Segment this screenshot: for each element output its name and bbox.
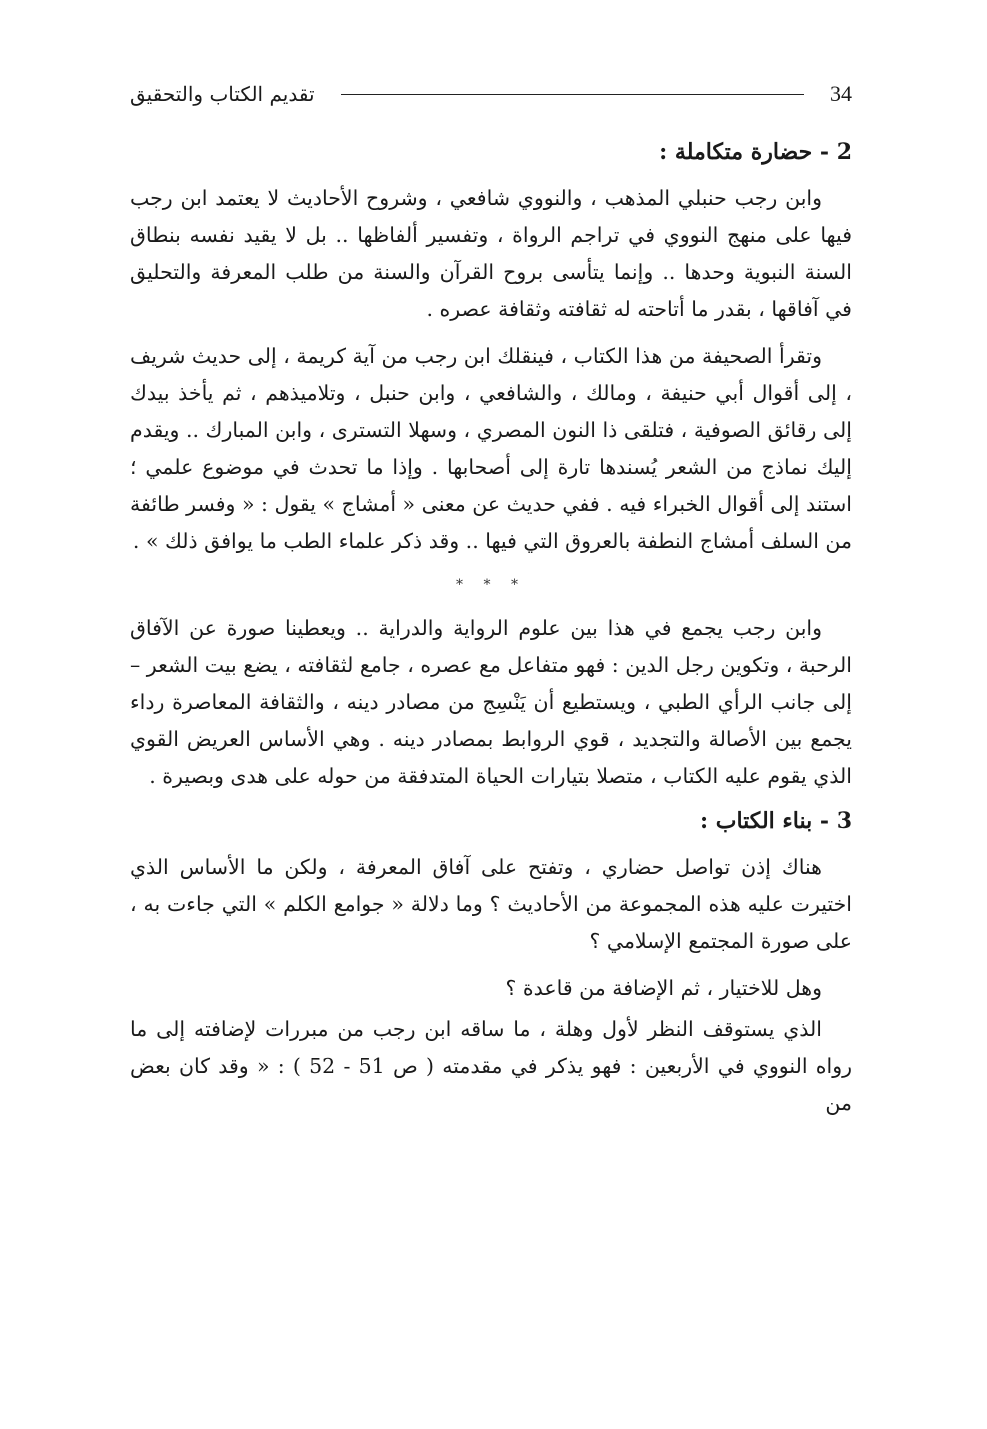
section-heading-book-structure: 3 - بناء الكتاب : [699, 808, 852, 834]
paragraph-additions-justification: الذي يستوقف النظر لأول وهلة ، ما ساقه ابن رجب من مبررات لإضافته إلى ما رواه النووي في الأربعين : فهو يذكر في مقدمته ( ص 51 - 52 ) : « وقد كان بعض من [130, 1017, 852, 1115]
header-rule [341, 94, 804, 95]
paragraph-ibn-rajab-method: وابن رجب حنبلي المذهب ، والنووي شافعي ، وشروح الأحاديث لا يعتمد ابن رجب فيها على منهج النووي في تراجم الرواة ، وتفسير ألفاظها .. بل لا يقيد نفسه بنطاق السنة النبوية وحدها .. وإنما يتأسى بروح القرآن والسنة من طلب المعرفة والتحليق في آفاقها ، بقدر ما أتاحته له ثقافته وثقافة عصره . [130, 186, 852, 321]
page-number: 34 [830, 81, 852, 106]
paragraph-riwaya-diraya: وابن رجب يجمع في هذا بين علوم الرواية والدراية .. ويعطينا صورة عن الآفاق الرحبة ، وتكوين رجل الدين : فهو متفاعل مع عصره ، جامع لثقافته ، يضع بيت الشعر – إلى جانب الرأي الطبي ، ويستطيع أن يَنْسِج من مصادر دينه ، والثقافة المعاصرة رداء يجمع بين الأصالة والتجديد ، قوي الروابط بمصادر دينه . وهي الأساس العريض القوي الذي يقوم عليه الكتاب ، متصلا بتيارات الحياة المتدفقة من حوله على هدى وبصيرة . [130, 616, 852, 788]
running-title: تقديم الكتاب والتحقيق [130, 82, 315, 106]
section-heading-civilization: 2 - حضارة متكاملة : [659, 139, 852, 165]
book-page [130, 70, 852, 1132]
asterism-separator: * * * [456, 577, 526, 593]
running-header [130, 70, 852, 118]
paragraph-cultural-continuity: هناك إذن تواصل حضاري ، وتفتح على آفاق المعرفة ، ولكن ما الأساس الذي اختيرت عليه هذه المجموعة من الأحاديث ؟ وما دلالة « جوامع الكلم » التي جاءت به ، على صورة المجتمع الإسلامي ؟ [130, 855, 852, 953]
paragraph-reading-sources: وتقرأ الصحيفة من هذا الكتاب ، فينقلك ابن رجب من آية كريمة ، إلى حديث شريف ، إلى أقوال أبي حنيفة ، ومالك ، والشافعي ، وابن حنبل ، وتلاميذهم ، ثم يأخذ بيدك إلى رقائق الصوفية ، فتلقى ذا النون المصري ، وسهلا التسترى ، وابن المبارك .. ويقدم إليك نماذج من الشعر يُسندها تارة إلى أصحابها . وإذا ما تحدث في موضوع علمي ؛ استند إلى أقوال الخبراء فيه . ففي حديث عن معنى « أمشاج » يقول : « وفسر طائفة من السلف أمشاج النطفة بالعروق التي فيها .. وقد ذكر علماء الطب ما يوافق ذلك » . [130, 344, 852, 553]
paragraph-selection-question: وهل للاختيار ، ثم الإضافة من قاعدة ؟ [505, 976, 822, 1000]
